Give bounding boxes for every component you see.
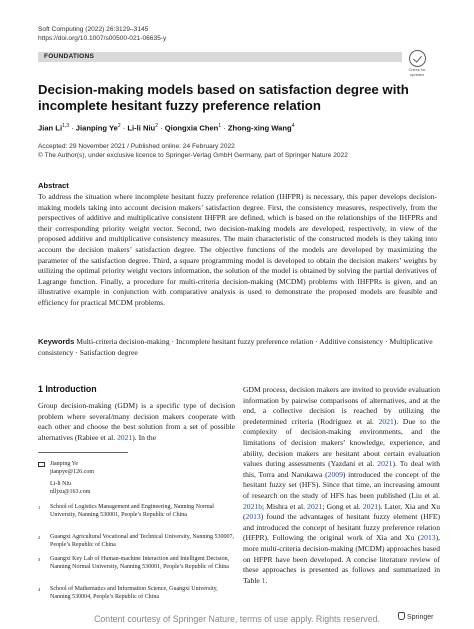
- contact-item: [38, 461, 235, 476]
- envelope-icon: [38, 462, 45, 467]
- author-affiliation: 2: [117, 123, 121, 129]
- body-text: ), more multi-criteria decision-making (MCDM) approaches based on HFPR have been developed. A concise literature review of these approaches is presented as follows and summarized in Table: [243, 533, 440, 585]
- author-separator: ·: [69, 123, 76, 133]
- intro-column-left: Group decision-making (GDM) is a specific type of decision problem where several/many decision makers cooperate with each other and choose the best solution from a set of possible alternatives (Rabiee et al. 2021). In the: [38, 401, 235, 442]
- body-text: ). Due to the complexity of decision-making environments, and the limitations of decision makers’ knowledge, experience, and ability, decision makers are hesitant about certain evaluation values during assessments (Yazdani et al.: [243, 416, 440, 469]
- citation-link[interactable]: 2021: [377, 459, 393, 469]
- citation-link[interactable]: 2021: [307, 501, 323, 511]
- badge-label: Check for updates: [408, 67, 426, 77]
- author-separator: ·: [221, 123, 228, 133]
- intro-column-right: [243, 385, 440, 586]
- affiliation-item: 4 School of Mathematics and Information Science, Guangxi University, Nanning 530004, People’s Republic of China: [38, 586, 218, 600]
- body-text: ) introduced the concept of the hesitant fuzzy set (HFS). Since that time, an increasing amount of research on the study of HFS has been published (Liu et al.: [243, 469, 440, 500]
- section-heading-introduction: 1 Introduction: [38, 384, 97, 394]
- publication-dates: [38, 143, 348, 160]
- abstract-heading: Abstract: [38, 181, 69, 190]
- citation-link[interactable]: 2021: [362, 501, 379, 511]
- journal-doi[interactable]: https://doi.org/10.1007/s00500-021-06635-y: [38, 34, 167, 42]
- footnote-divider: [38, 452, 128, 453]
- affiliation-item: 2 Guangxi Agricultural Vocational and Technical University, Nanning 530007, People’s Republic of China: [38, 534, 234, 548]
- citation-link[interactable]: 2009: [327, 469, 343, 479]
- springer-horse-icon: [398, 612, 405, 620]
- citation-link[interactable]: 2013: [245, 512, 261, 522]
- body-text: GDM process, decision makers are invited to provide evaluation information by pairwise comparisons of alternatives, and at the end, a collective decision is reached by utilizing the predetermined criteria (Rodríguez et al.: [243, 385, 440, 426]
- section-banner-label: FOUNDATIONS: [44, 53, 95, 60]
- body-text: .: [265, 575, 268, 585]
- author-affiliation: 2: [155, 123, 158, 129]
- citation-link[interactable]: 2021: [117, 432, 133, 442]
- author-separator: ·: [157, 123, 165, 133]
- contact-name: Jianping Ye: [50, 461, 79, 467]
- check-icon: [409, 50, 426, 67]
- affiliation-item: 1 School of Logistics Management and Engineering, Nanning Normal University, Nanning 530001, People’s Republic of China: [38, 504, 214, 518]
- affiliation-item: 3 Guangxi Key Lab of Human-machine Interaction and Intelligent Decision, Nanning Normal University, Nanning 530001, People’s Republic of China: [38, 556, 230, 570]
- dates-line: Accepted: 29 November 2021 / Published online: 24 February 2022: [38, 143, 235, 150]
- body-text: ). Later, Xia and Xu (: [243, 501, 440, 522]
- check-for-updates-badge[interactable]: [402, 50, 432, 80]
- citation-link[interactable]: 1: [261, 575, 266, 585]
- abstract-text: To address the situation where incomplete hesitant fuzzy preference relation (IHFPR) is necessary, this paper develops decision-making models taking into account decision makers’ satisfaction degree. First, the consistency measures, respectively, from the perspectives of additive and multiplicative consistent IHFPR are defined, which is based on the relationships of the IHFPRs and their corresponding priority weight vector. Second, two decision-making models are developed, respectively, in view of the proposed additive and multiplicative consistency measures. The main characteristic of the constructed models is they taking into account the decision makers’ satisfaction degree. The objective functions of the models are developed by maximizing the parameter of the satisfaction degree. Third, a square programming model is developed to obtain the decision makers’ weights by utilizing the optimal priority weight vectors information, the solution of the model is obtained by solving the partial derivatives of Lagrange function. Finally, a procedure for multi-criteria decision-making (MCDM) problems with IHFPRs is given, and an illustrative example in conjunction with comparative analysis is used to demonstrate the proposed models are feasible and efficiency for practical MCDM problems.: [38, 192, 437, 307]
- author-name[interactable]: Zhong-xing Wang: [227, 123, 292, 133]
- author-name[interactable]: Li-li Niu: [127, 123, 156, 133]
- publisher-logo: [398, 612, 433, 621]
- author-affiliation: 4: [291, 123, 295, 129]
- author-list: [38, 123, 438, 133]
- copyright-line: © The Author(s), under exclusive licence to Springer-Verlag GmbH Germany, part of Springer Nature 2022: [38, 151, 348, 159]
- contact-email[interactable]: jianpye@126.com: [50, 468, 95, 475]
- journal-info: [38, 26, 166, 43]
- author-name[interactable]: Qiongxia Chen: [164, 123, 219, 133]
- contact-name: Li-li Niu: [50, 481, 72, 487]
- body-text: ). To deal with this, Torra and Narukawa (: [243, 459, 440, 479]
- body-text: ) found the advantages of hesitant fuzzy element (HFE) and introduced the concept of hesitant fuzzy preference relation (HFPR). Following the original work of Xia and Xu (: [243, 512, 440, 543]
- author-name[interactable]: Jianping Ye: [75, 123, 118, 133]
- keywords-text: Multi-criteria decision-making · Incomplete hesitant fuzzy preference relation · Additive consistency · Multiplicative consistency · Satisfaction degree: [38, 337, 433, 357]
- keywords: [38, 337, 437, 358]
- author-affiliation: 1,3: [62, 123, 70, 129]
- section-banner: [38, 52, 402, 62]
- citation-link[interactable]: 2021b: [243, 501, 262, 511]
- publisher-name: Springer: [407, 614, 434, 621]
- courtesy-text: Content courtesy of Springer Nature, terms of use apply. Rights reserved.: [94, 614, 380, 624]
- article-title: Decision-making models based on satisfaction degree with incomplete hesitant fuzzy preference relation: [38, 82, 409, 113]
- author-name[interactable]: Jian Li: [38, 123, 63, 133]
- body-text: ; Gong et al.: [322, 501, 363, 511]
- contact-email[interactable]: nlljxu@163.com: [50, 488, 91, 495]
- journal-citation: Soft Computing (2022) 26:3129–3145: [38, 26, 149, 33]
- author-affiliation: 1: [218, 123, 222, 129]
- citation-link[interactable]: 2021: [378, 416, 394, 426]
- citation-link[interactable]: 2013: [420, 533, 436, 543]
- contact-item: [38, 481, 235, 496]
- keywords-label: Keywords: [38, 337, 75, 346]
- body-text: ; Mishra et al.: [261, 501, 308, 511]
- author-separator: ·: [120, 123, 128, 133]
